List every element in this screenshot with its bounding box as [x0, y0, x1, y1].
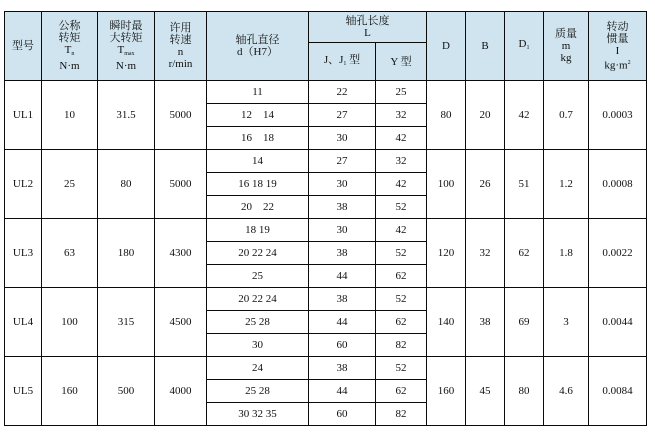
- cell-length-j: 27: [309, 104, 376, 127]
- cell-B: 20: [466, 81, 505, 150]
- cell-length-j: 44: [309, 311, 376, 334]
- cell-inertia: 0.0003: [589, 81, 647, 150]
- cell-D1: 80: [505, 357, 544, 426]
- cell-bore: 25 28: [207, 311, 309, 334]
- cell-mass: 3: [544, 288, 589, 357]
- cell-B: 45: [466, 357, 505, 426]
- table-row: [5, 81, 647, 104]
- cell-length-y: 25: [376, 81, 427, 104]
- header-D: D: [427, 12, 466, 81]
- cell-inertia: 0.0084: [589, 357, 647, 426]
- cell-model: UL2: [5, 150, 42, 219]
- cell-bore: 30 32 35: [207, 403, 309, 426]
- cell-D: 80: [427, 81, 466, 150]
- header-B: B: [466, 12, 505, 81]
- cell-D1: 42: [505, 81, 544, 150]
- cell-length-j: 38: [309, 357, 376, 380]
- cell-length-j: 30: [309, 173, 376, 196]
- cell-peak-torque: 80: [98, 150, 155, 219]
- cell-nominal-torque: 10: [42, 81, 98, 150]
- cell-length-y: 52: [376, 196, 427, 219]
- cell-length-j: 38: [309, 196, 376, 219]
- cell-bore: 25 28: [207, 380, 309, 403]
- cell-mass: 0.7: [544, 81, 589, 150]
- table-row: [5, 219, 647, 242]
- cell-B: 26: [466, 150, 505, 219]
- cell-inertia: 0.0044: [589, 288, 647, 357]
- cell-bore: 20 22 24: [207, 242, 309, 265]
- cell-bore: 20 22: [207, 196, 309, 219]
- cell-speed: 4500: [155, 288, 207, 357]
- cell-length-y: 42: [376, 173, 427, 196]
- cell-length-j: 30: [309, 219, 376, 242]
- cell-length-y: 42: [376, 219, 427, 242]
- cell-mass: 1.2: [544, 150, 589, 219]
- cell-length-y: 32: [376, 150, 427, 173]
- header-D1: $D_1$: [505, 12, 544, 81]
- cell-length-y: 32: [376, 104, 427, 127]
- cell-mass: 4.6: [544, 357, 589, 426]
- cell-bore: 18 19: [207, 219, 309, 242]
- cell-B: 38: [466, 288, 505, 357]
- cell-length-j: 22: [309, 81, 376, 104]
- cell-length-j: 27: [309, 150, 376, 173]
- cell-length-j: 60: [309, 334, 376, 357]
- cell-model: UL5: [5, 357, 42, 426]
- header-length-j: J、$J_1$ 型: [309, 43, 376, 81]
- cell-length-y: 62: [376, 265, 427, 288]
- cell-length-j: 30: [309, 127, 376, 150]
- cell-model: UL4: [5, 288, 42, 357]
- cell-length-j: 60: [309, 403, 376, 426]
- cell-length-j: 38: [309, 242, 376, 265]
- cell-bore: 16 18 19: [207, 173, 309, 196]
- cell-length-y: 62: [376, 380, 427, 403]
- header-mass: 质量 m kg: [544, 12, 589, 81]
- cell-bore: 16 18: [207, 127, 309, 150]
- cell-D: 100: [427, 150, 466, 219]
- cell-speed: 4300: [155, 219, 207, 288]
- cell-D: 140: [427, 288, 466, 357]
- header-length-y: Y 型: [376, 43, 427, 81]
- table-row: [5, 357, 647, 380]
- cell-length-y: 52: [376, 357, 427, 380]
- cell-length-y: 82: [376, 334, 427, 357]
- table-row: [5, 288, 647, 311]
- cell-bore: 20 22 24: [207, 288, 309, 311]
- cell-model: UL3: [5, 219, 42, 288]
- cell-peak-torque: 31.5: [98, 81, 155, 150]
- cell-bore: 14: [207, 150, 309, 173]
- cell-mass: 1.8: [544, 219, 589, 288]
- cell-speed: 4000: [155, 357, 207, 426]
- cell-length-j: 44: [309, 380, 376, 403]
- header-bore-diameter: 轴孔直径 d（H7）: [207, 12, 309, 81]
- cell-nominal-torque: 25: [42, 150, 98, 219]
- header-bore-length: 轴孔长度 L: [309, 12, 427, 43]
- cell-B: 32: [466, 219, 505, 288]
- cell-D: 120: [427, 219, 466, 288]
- cell-nominal-torque: 160: [42, 357, 98, 426]
- cell-inertia: 0.0008: [589, 150, 647, 219]
- cell-length-y: 62: [376, 311, 427, 334]
- cell-peak-torque: 500: [98, 357, 155, 426]
- cell-length-y: 52: [376, 242, 427, 265]
- cell-length-y: 42: [376, 127, 427, 150]
- header-speed: 许用 转速 n r/min: [155, 12, 207, 81]
- cell-length-y: 52: [376, 288, 427, 311]
- cell-bore: 25: [207, 265, 309, 288]
- header-model: 型号: [5, 12, 42, 81]
- cell-bore: 11: [207, 81, 309, 104]
- cell-speed: 5000: [155, 150, 207, 219]
- cell-nominal-torque: 63: [42, 219, 98, 288]
- cell-peak-torque: 180: [98, 219, 155, 288]
- cell-length-j: 38: [309, 288, 376, 311]
- cell-D: 160: [427, 357, 466, 426]
- cell-nominal-torque: 100: [42, 288, 98, 357]
- table-row: [5, 150, 647, 173]
- cell-bore: 24: [207, 357, 309, 380]
- cell-length-j: 44: [309, 265, 376, 288]
- cell-length-y: 82: [376, 403, 427, 426]
- cell-D1: 62: [505, 219, 544, 288]
- coupling-spec-table: [4, 11, 647, 426]
- header-nominal-torque: 公称 转矩 $T_n$ N·m: [42, 12, 98, 81]
- cell-speed: 5000: [155, 81, 207, 150]
- cell-peak-torque: 315: [98, 288, 155, 357]
- cell-inertia: 0.0022: [589, 219, 647, 288]
- cell-D1: 69: [505, 288, 544, 357]
- cell-D1: 51: [505, 150, 544, 219]
- header-inertia: 转动 惯量 I $kg\cdot m^2$: [589, 12, 647, 81]
- cell-bore: 12 14: [207, 104, 309, 127]
- cell-model: UL1: [5, 81, 42, 150]
- cell-bore: 30: [207, 334, 309, 357]
- header-peak-torque: 瞬时最 大转矩 $T_{max}$ N·m: [98, 12, 155, 81]
